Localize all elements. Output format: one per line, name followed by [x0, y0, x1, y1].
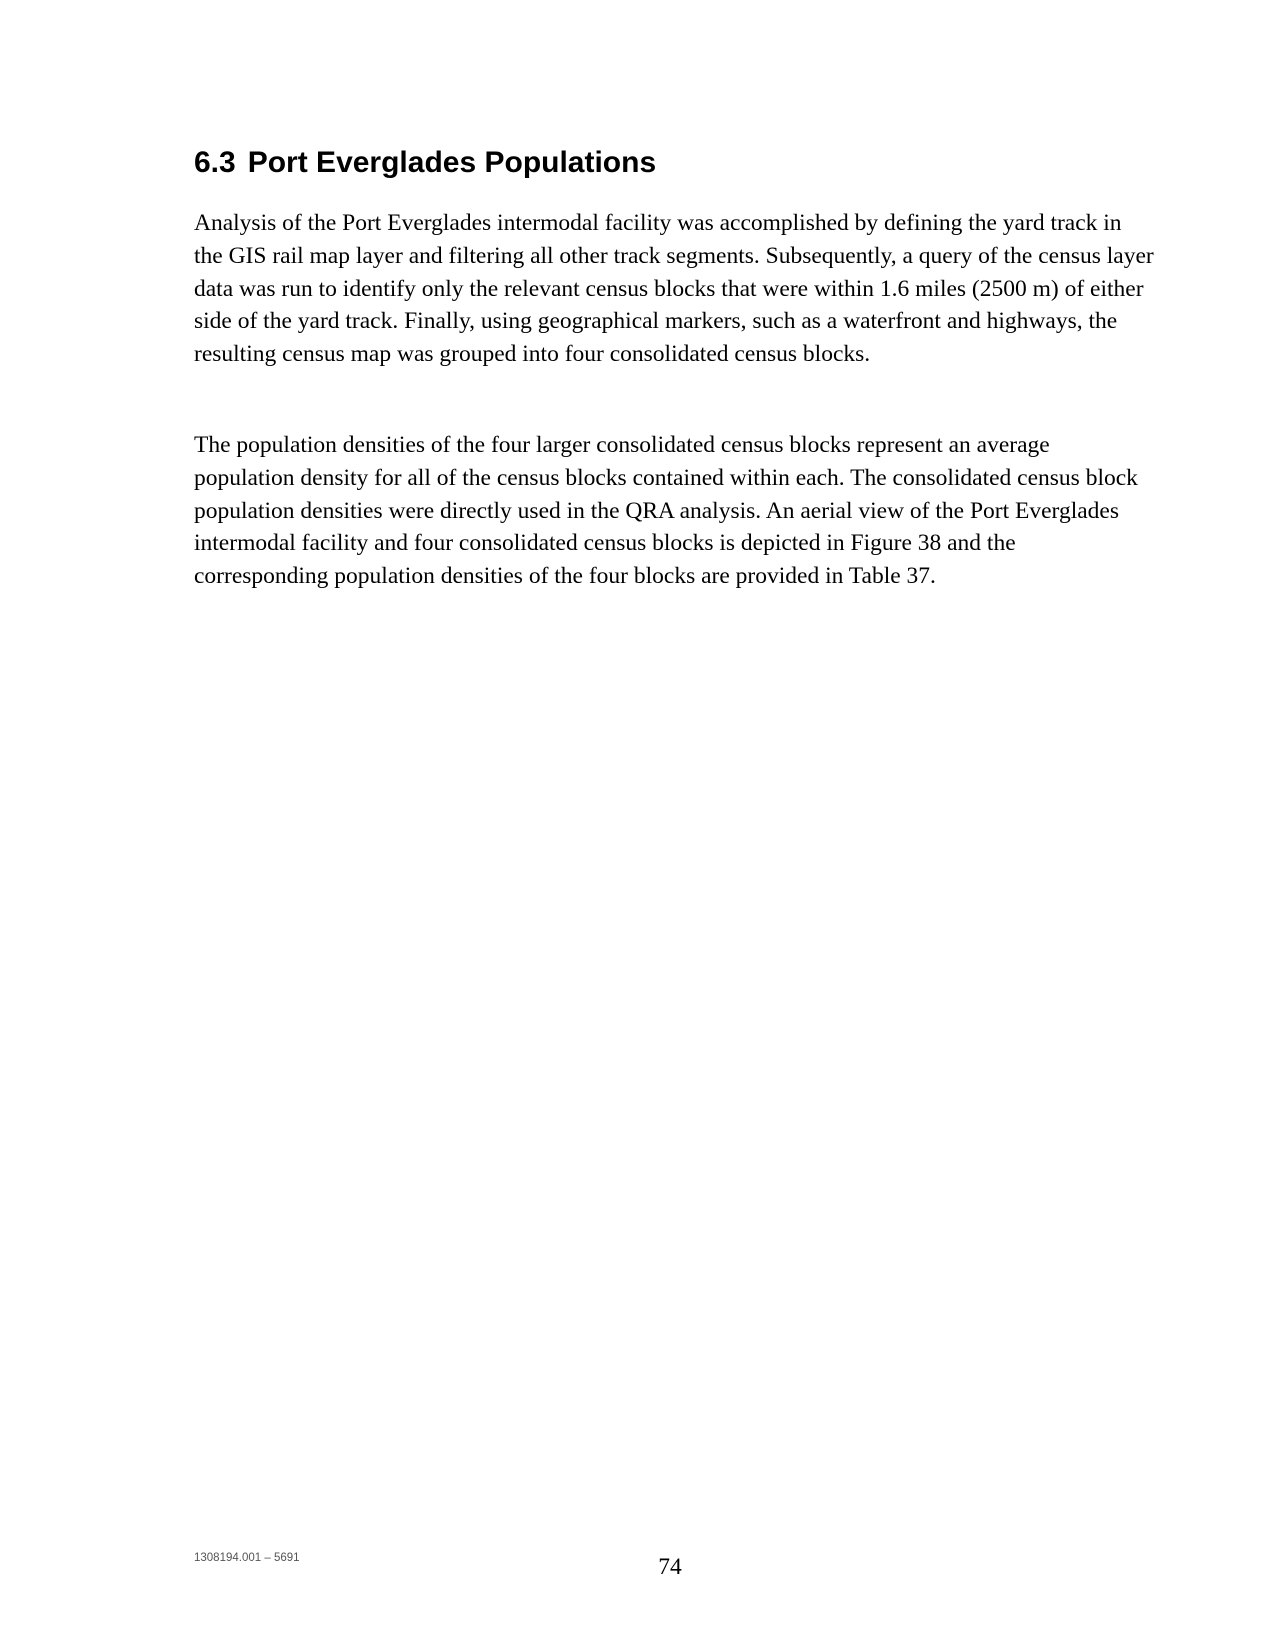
document-id: 1308194.001 – 5691 — [194, 1552, 300, 1564]
body-paragraph: Analysis of the Port Everglades intermodal facility was accomplished by defining the yard track in the GIS rail map layer and filtering all other track segments. Subsequently, a query of the census layer data was run to identify only the relevant census blocks that were within 1.6 miles (2500 m) of either side of the yard track. Finally, using geographical markers, such as a waterfront and highways, the resulting census map was grouped into four consolidated census blocks. — [194, 210, 1154, 368]
section-title: Port Everglades Populations — [247, 146, 657, 179]
section-heading — [194, 145, 656, 181]
page-number: 74 — [658, 1554, 682, 1580]
body-paragraph: The population densities of the four larger consolidated census blocks represent an average population density for all of the census blocks contained within each. The consolidated census block population densities were directly used in the QRA analysis. An aerial view of the Port Everglades intermodal facility and four consolidated census blocks is depicted in Figure 38 and the corresponding population densities of the four blocks are provided in Table 37. — [194, 432, 1138, 590]
section-number: 6.3 — [194, 146, 236, 179]
